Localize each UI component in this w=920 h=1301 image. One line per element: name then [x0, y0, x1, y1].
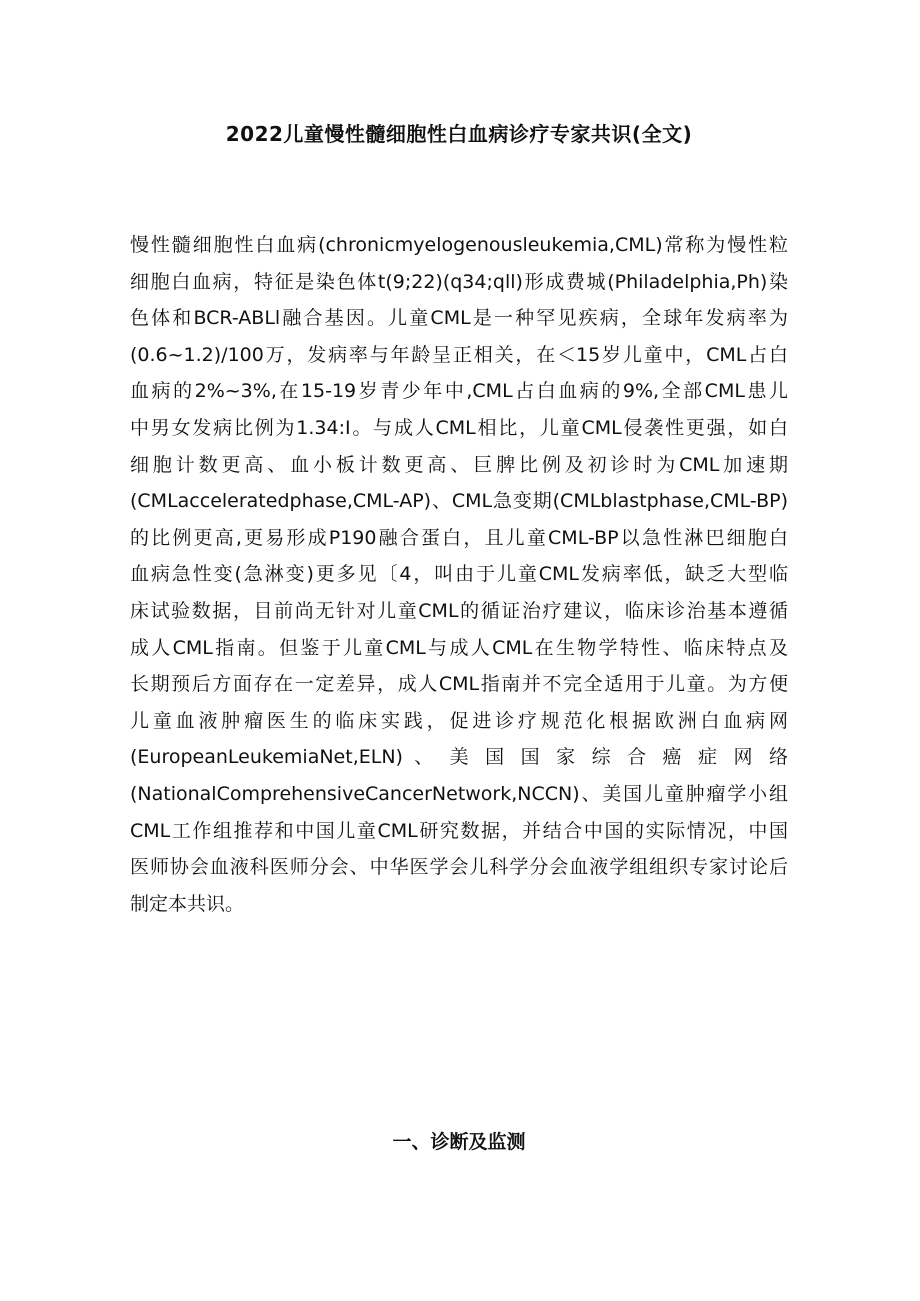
paragraph-line: (NationalComprehensiveCancerNetwork,NCCN)、美国儿童肿瘤学小组: [130, 782, 788, 805]
paragraph-line: 中男女发病比例为1.34:I。与成人CML相比，儿童CML侵袭性更强，如白: [130, 416, 788, 439]
paragraph-line: 成人CML指南。但鉴于儿童CML与成人CML在生物学特性、临床特点及: [130, 636, 788, 659]
paragraph-line: (CMLacceleratedphase,CML-AP)、CML急变期(CMLblastphase,CML-BP): [130, 490, 788, 513]
section-heading: 一、诊断及监测: [392, 1131, 526, 1153]
paragraph-line: 制定本共识。: [130, 892, 245, 915]
paragraph-line: 医师协会血液科医师分会、中华医学会儿科学分会血液学组组织专家讨论后: [130, 856, 788, 879]
paragraph-line: CML工作组推荐和中国儿童CML研究数据，并结合中国的实际情况，中国: [130, 819, 788, 842]
paragraph-line: (0.6~1.2)/100万，发病率与年龄呈正相关，在＜15岁儿童中，CML占白: [130, 343, 788, 366]
paragraph-line: 的比例更高,更易形成P190融合蛋白，且儿童CML-BP以急性淋巴细胞白: [130, 526, 788, 549]
document-title: 2022儿童慢性髓细胞性白血病诊疗专家共识(全文): [225, 122, 693, 146]
paragraph-line: (EuropeanLeukemiaNet,ELN) 、 美 国 国 家 综 合 癌 症 网 络: [130, 746, 788, 769]
paragraph-line: 床试验数据，目前尚无针对儿童CML的循证治疗建议，临床诊治基本遵循: [130, 599, 788, 622]
paragraph-line: 儿童血液肿瘤医生的临床实践，促进诊疗规范化根据欧洲白血病网: [130, 709, 788, 732]
paragraph-line: 色体和BCR-ABLl融合基因。儿童CML是一种罕见疾病，全球年发病率为: [130, 307, 788, 330]
intro-paragraph: [130, 227, 788, 922]
paragraph-line: 细胞计数更高、血小板计数更高、巨脾比例及初诊时为CML加速期: [130, 453, 788, 476]
paragraph-line: 血病的2%~3%,在15-19岁青少年中,CML占白血病的9%,全部CML患儿: [130, 380, 788, 403]
paragraph-line: 血病急性变(急淋变)更多见〔4，叫由于儿童CML发病率低，缺乏大型临: [130, 563, 788, 586]
paragraph-line: 慢性髓细胞性白血病(chronicmyelogenousleukemia,CML)常称为慢性粒: [130, 234, 788, 256]
paragraph-line: 细胞白血病，特征是染色体t(9;22)(q34;qll)形成费城(Philadelphia,Ph)染: [130, 270, 788, 293]
paragraph-line: 长期预后方面存在一定差异，成人CML指南并不完全适用于儿童。为方便: [130, 673, 788, 696]
